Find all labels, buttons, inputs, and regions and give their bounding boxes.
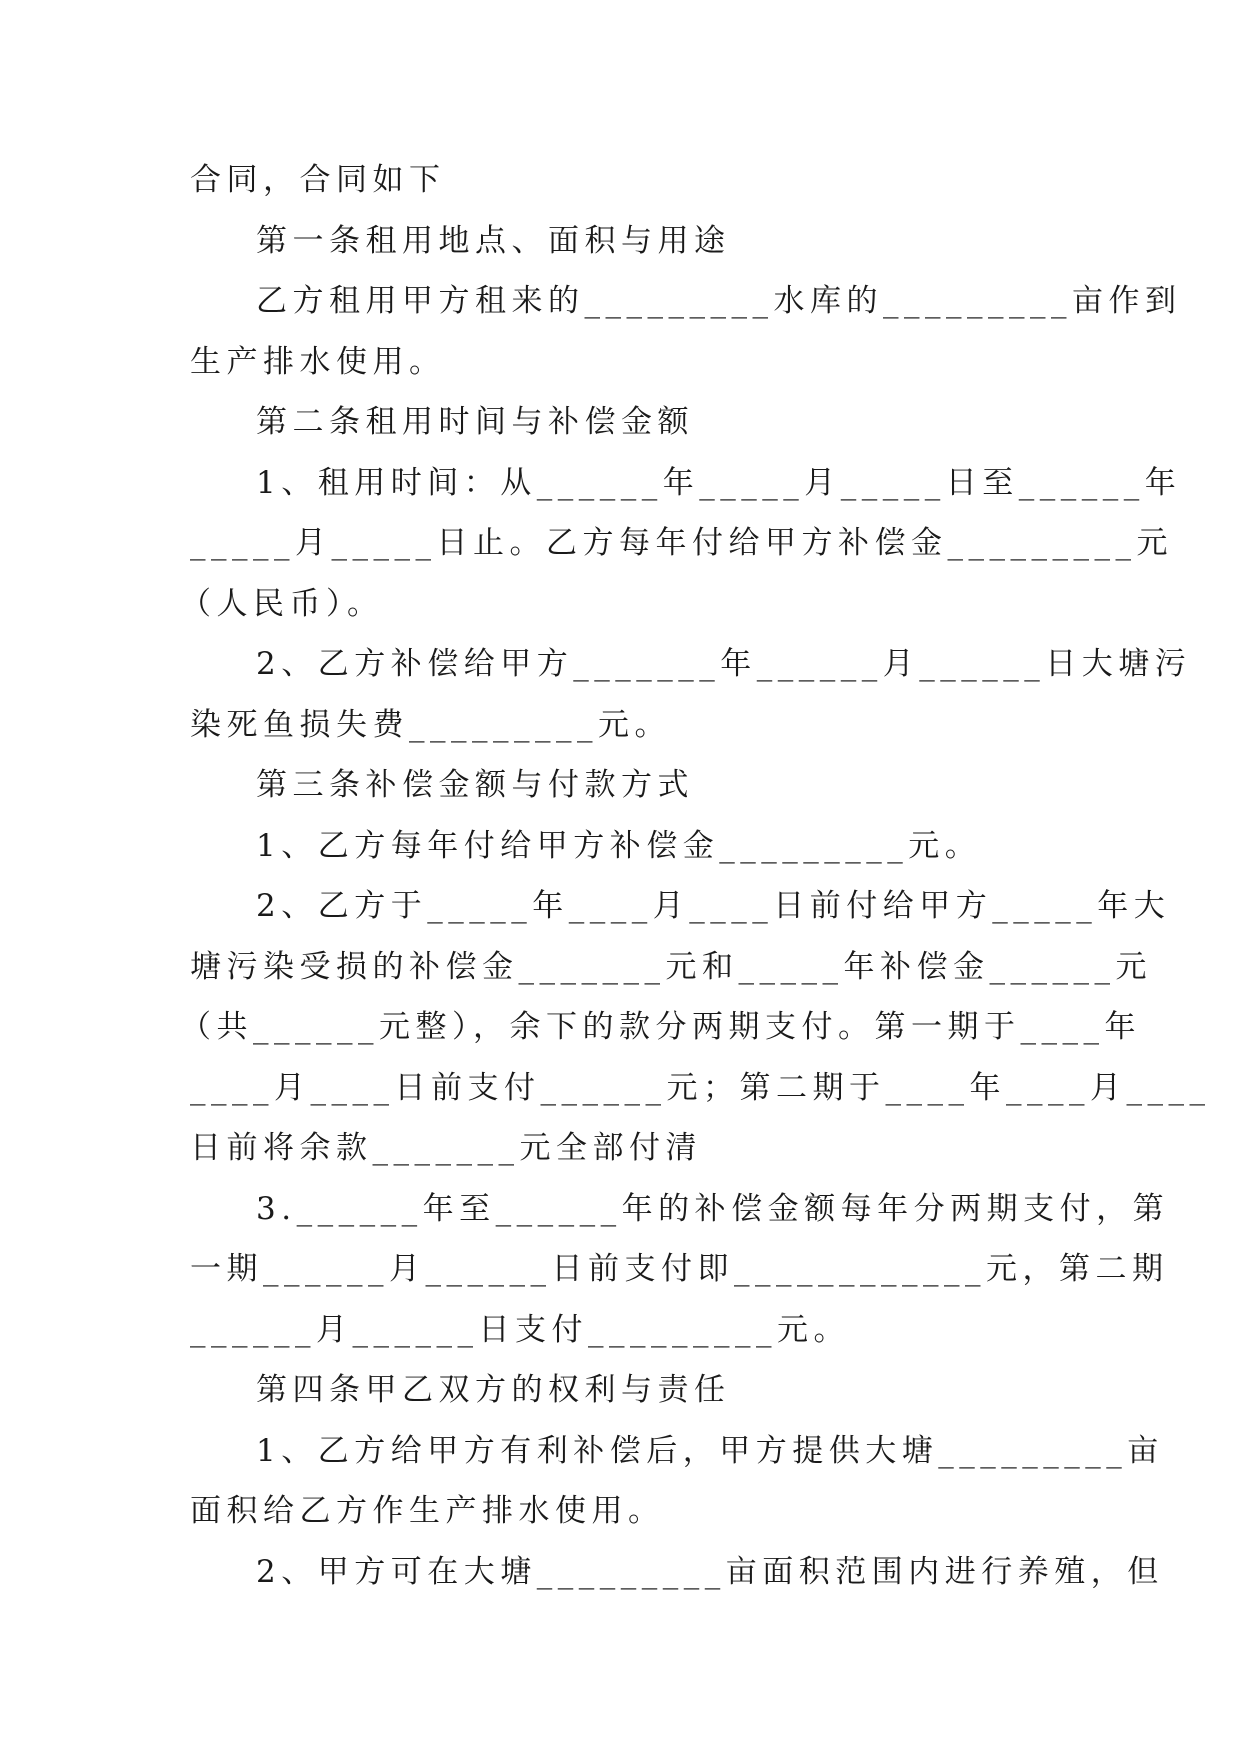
text-line: 1、乙方每年付给甲方补偿金_________元。	[256, 827, 982, 864]
text-line: 1、乙方给甲方有利补偿后，甲方提供大塘_________亩	[256, 1432, 1164, 1469]
text-line: 塘污染受损的补偿金_______元和_____年补偿金______元	[190, 948, 1152, 985]
text-line: 染死鱼损失费_________元。	[190, 706, 671, 743]
article-heading: 第四条甲乙双方的权利与责任	[256, 1372, 731, 1408]
text-line: （人民币）。	[180, 585, 384, 622]
document-body	[180, 150, 1211, 1602]
text-line: ____月____日前支付______元；第二期于____年____月____	[190, 1069, 1211, 1106]
article-heading: 第二条租用时间与补偿金额	[256, 404, 694, 440]
text-line: ______月______日支付_________元。	[190, 1311, 850, 1348]
text-line: 生产排水使用。	[190, 343, 446, 380]
text-line: 乙方租用甲方租来的_________水库的_________亩作到	[256, 283, 1182, 319]
text-line: （共______元整），余下的款分两期支付。第一期于____年	[180, 1009, 1141, 1045]
text-line: 2、乙方于_____年____月____日前付给甲方_____年大	[256, 888, 1171, 924]
text-line: 2、乙方补偿给甲方_______年______月______日大塘污	[256, 646, 1192, 682]
text-line: 3.______年至______年的补偿金额每年分两期支付，第	[256, 1190, 1170, 1227]
text-line: 1、租用时间：从______年_____月_____日至______年	[256, 464, 1182, 501]
text-line: 2、甲方可在大塘_________亩面积范围内进行养殖，但	[256, 1553, 1164, 1590]
text-line: _____月_____日止。乙方每年付给甲方补偿金_________元	[190, 525, 1173, 561]
text-line: 日前将余款_______元全部付清	[190, 1130, 702, 1166]
text-line: 面积给乙方作生产排水使用。	[190, 1493, 665, 1529]
text-line: 合同，合同如下	[190, 162, 446, 198]
article-heading: 第一条租用地点、面积与用途	[256, 222, 731, 259]
article-heading: 第三条补偿金额与付款方式	[256, 767, 694, 803]
text-line: 一期______月______日前支付即____________元，第二期	[190, 1251, 1169, 1287]
